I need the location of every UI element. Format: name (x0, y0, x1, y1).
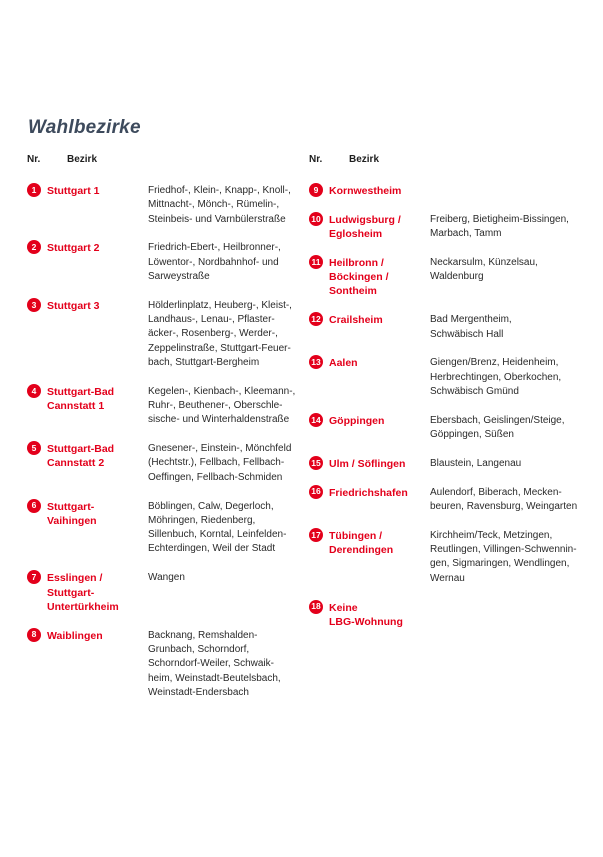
district-number-badge: 2 (27, 240, 41, 254)
header-nr: Nr. (27, 154, 41, 165)
district-name-line: Derendingen (329, 544, 394, 557)
district-name-line: Sontheim (329, 285, 377, 298)
district-area-line: Freiberg, Bietigheim-Bissingen, (430, 213, 569, 225)
district-area-line: bach, Stuttgart-Bergheim (148, 356, 260, 368)
district-area-line: Ebersbach, Geislingen/Steige, (430, 414, 565, 426)
district-area-line: Reutlingen, Villingen-Schwennin- (430, 544, 577, 556)
district-area-line: Aulendorf, Biberach, Mecken- (430, 486, 562, 498)
district-area-line: Wangen (148, 572, 185, 584)
district-name-line: Untertürkheim (47, 600, 119, 613)
district-area-line: (Hechtstr.), Fellbach, Fellbach- (148, 457, 285, 469)
district-area-line: Kegelen-, Kienbach-, Kleemann-, (148, 385, 296, 397)
district-name (47, 299, 100, 313)
district-name-line: Stuttgart-Bad (47, 443, 115, 456)
district-areas (148, 299, 298, 370)
district-area-line: Steinbeis- und Varnbülerstraße (148, 213, 286, 225)
district-areas (430, 313, 590, 342)
district-area-line: Hölderlinplatz, Heuberg-, Kleist-, (148, 299, 292, 311)
district-number-badge: 16 (309, 485, 323, 499)
district-area-line: Oeffingen, Fellbach-Schmiden (148, 471, 283, 483)
district-area-line: Löwentor-, Nordbahnhof- und (148, 256, 279, 268)
district-name-line: Tübingen / (329, 529, 383, 542)
district-areas (430, 256, 590, 285)
header-nr: Nr. (309, 154, 323, 165)
district-name-line: Stuttgart 3 (47, 299, 100, 312)
district-area-line: Bad Mergentheim, (430, 314, 512, 326)
district-area-line: Landhaus-, Lenau-, Pflaster- (148, 314, 275, 326)
district-areas (430, 414, 590, 443)
district-name-line: Waiblingen (47, 629, 103, 642)
district-area-line: sische- und Winterhaldenstraße (148, 414, 290, 426)
district-areas (148, 241, 298, 284)
district-area-line: Backnang, Remshalden- (148, 629, 258, 641)
district-name-line: Aalen (329, 357, 358, 370)
district-name-line: Göppingen (329, 414, 385, 427)
district-area-line: Ruhr-, Beuthener-, Oberschle- (148, 400, 283, 412)
district-name (329, 457, 405, 471)
district-name-line: Ulm / Söflingen (329, 457, 406, 470)
district-name-line: Esslingen / (47, 572, 103, 585)
district-areas (148, 184, 298, 227)
district-number-badge: 17 (309, 528, 323, 542)
district-name (329, 529, 393, 558)
district-area-line: Schorndorf-Weiler, Schwaik- (148, 658, 274, 670)
district-name-line: Keine (329, 601, 358, 614)
district-areas (430, 486, 590, 515)
district-number-badge: 4 (27, 384, 41, 398)
column-header (27, 154, 295, 170)
district-areas (430, 213, 590, 242)
district-name (47, 571, 119, 614)
district-area-line: Marbach, Tamm (430, 228, 502, 240)
district-name (47, 629, 103, 643)
district-name (329, 356, 358, 370)
district-area-line: Schwäbisch Gmünd (430, 385, 519, 397)
district-name (47, 241, 100, 255)
district-area-line: Giengen/Brenz, Heidenheim, (430, 357, 559, 369)
district-area-line: heim, Weinstadt-Beutelsbach, (148, 672, 281, 684)
district-area-line: Mittnacht-, Mönch-, Rümelin-, (148, 199, 280, 211)
district-areas (430, 356, 590, 399)
district-number-badge: 11 (309, 255, 323, 269)
district-number-badge: 12 (309, 312, 323, 326)
district-number-badge: 8 (27, 628, 41, 642)
district-name (329, 213, 401, 242)
district-name-line: Cannstatt 1 (47, 400, 105, 413)
district-list-left (27, 182, 295, 713)
district-area-line: Göppingen, Süßen (430, 429, 514, 441)
district-number-badge: 1 (27, 183, 41, 197)
district-name-line: Stuttgart 1 (47, 185, 100, 197)
district-number-badge: 18 (309, 600, 323, 614)
district-number-badge: 13 (309, 355, 323, 369)
district-name-line: Stuttgart-Bad (47, 385, 115, 398)
district-area-line: Böblingen, Calw, Degerloch, (148, 500, 274, 512)
district-number-badge: 14 (309, 413, 323, 427)
district-area-line: Grunbach, Schorndorf, (148, 643, 250, 655)
district-area-line: Sarweystraße (148, 270, 210, 282)
district-name (47, 442, 114, 471)
district-areas (148, 385, 298, 428)
district-name-line: Böckingen / (329, 271, 389, 284)
district-name-line: Stuttgart- (47, 500, 95, 513)
district-area-line: Herbrechtingen, Oberkochen, (430, 371, 562, 383)
district-area-line: Sillenbuch, Korntal, Leinfelden- (148, 529, 287, 541)
district-name-line: Friedrichshafen (329, 486, 408, 499)
district-area-line: Schwäbisch Hall (430, 328, 504, 340)
district-name (329, 313, 383, 327)
district-area-line: gen, Sigmaringen, Wendlingen, (430, 558, 570, 570)
district-areas (148, 500, 298, 557)
district-area-line: Friedrich-Ebert-, Heilbronner-, (148, 242, 281, 254)
district-number-badge: 3 (27, 298, 41, 312)
district-number-badge: 9 (309, 183, 323, 197)
district-area-line: Neckarsulm, Künzelsau, (430, 256, 538, 268)
district-areas (148, 571, 298, 585)
district-name (47, 385, 114, 414)
district-name (329, 184, 401, 198)
district-number-badge: 6 (27, 499, 41, 513)
district-name-line: Kornwestheim (329, 185, 402, 197)
district-name-line: Stuttgart 2 (47, 242, 100, 255)
district-areas (430, 529, 590, 586)
district-name-line: Heilbronn / (329, 256, 384, 269)
district-area-line: Blaustein, Langenau (430, 457, 522, 469)
district-name-line: LBG-Wohnung (329, 615, 403, 628)
district-area-line: Waldenburg (430, 271, 484, 283)
district-name (329, 414, 384, 428)
district-name-line: Stuttgart- (47, 586, 95, 599)
district-name (329, 601, 403, 630)
district-area-line: beuren, Ravensburg, Weingarten (430, 500, 578, 512)
district-area-line: Weinstadt-Endersbach (148, 686, 249, 698)
district-area-line: äcker-, Rosenberg-, Werder-, (148, 328, 278, 340)
district-area-line: Zeppelinstraße, Stuttgart-Feuer- (148, 342, 291, 354)
district-number-badge: 7 (27, 570, 41, 584)
district-name-line: Vaihingen (47, 514, 97, 527)
district-area-line: Möhringen, Riedenberg, (148, 514, 256, 526)
district-list-right (309, 182, 579, 642)
header-bezirk: Bezirk (67, 154, 98, 165)
district-area-line: Echterdingen, Weil der Stadt (148, 543, 276, 555)
left-column (27, 154, 295, 713)
header-bezirk: Bezirk (349, 154, 380, 165)
district-name-line: Crailsheim (329, 314, 383, 327)
district-area-line: Friedhof-, Klein-, Knapp-, Knoll-, (148, 185, 291, 196)
district-areas (430, 457, 590, 471)
district-name-line: Cannstatt 2 (47, 457, 105, 470)
district-areas (148, 442, 298, 485)
right-column (309, 154, 579, 642)
district-area-line: Kirchheim/Teck, Metzingen, (430, 529, 553, 541)
district-name (47, 184, 100, 198)
district-name-line: Ludwigsburg / (329, 213, 401, 226)
district-name (329, 256, 389, 299)
district-area-line: Wernau (430, 572, 465, 584)
district-name (329, 486, 408, 500)
district-name (47, 500, 97, 529)
page-title: Wahlbezirke (28, 117, 141, 138)
district-number-badge: 5 (27, 441, 41, 455)
column-header (309, 154, 579, 170)
district-number-badge: 15 (309, 456, 323, 470)
district-name-line: Eglosheim (329, 228, 383, 241)
district-number-badge: 10 (309, 212, 323, 226)
district-areas (148, 629, 298, 700)
district-area-line: Gnesener-, Einstein-, Mönchfeld (148, 443, 292, 455)
